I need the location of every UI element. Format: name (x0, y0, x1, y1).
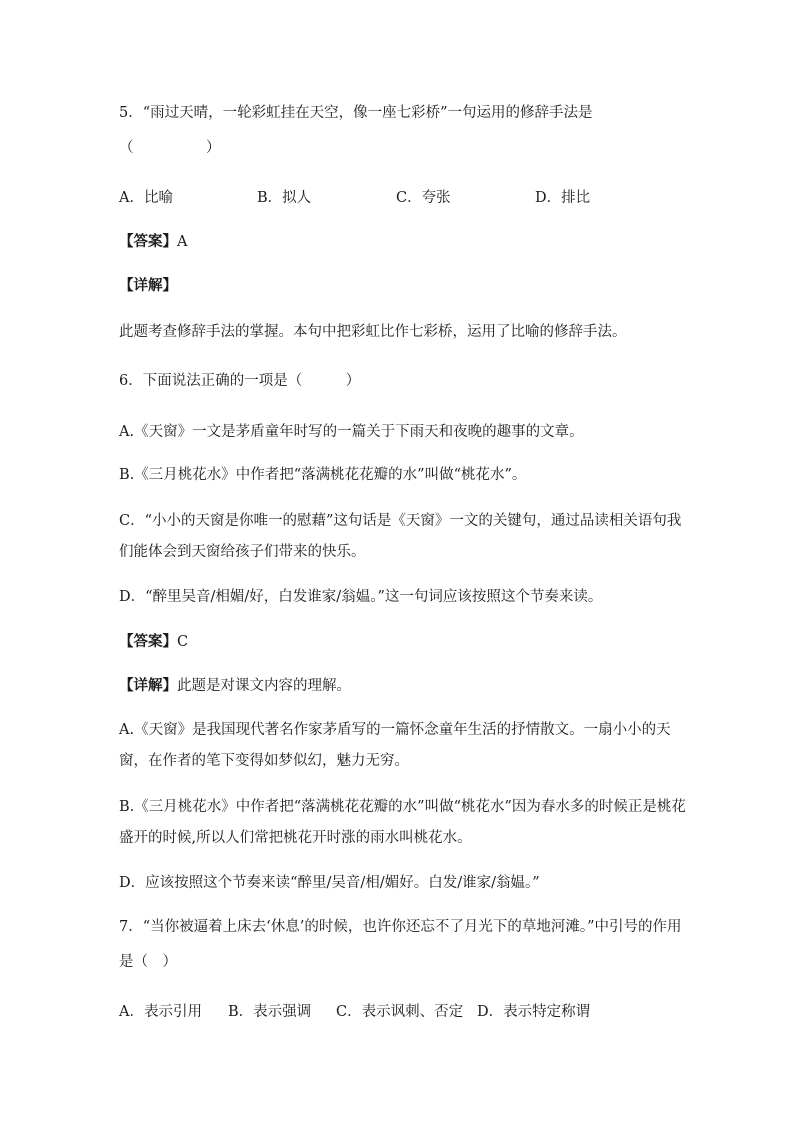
q6-answer (119, 632, 188, 652)
q7-stem: 7．“当你被逼着上床去‘休息’的时候，也许你还忘不了月光下的草地河滩。”中引号的作用 (119, 919, 682, 935)
q6-detail-a: A.《天窗》是我国现代著名作家茅盾写的一篇怀念童年生活的抒情散文。一扇小小的天 (119, 722, 671, 738)
q7-stem-cont: 是（ ） (119, 954, 177, 970)
q6-detail-a-cont: 窗，在作者的笔下变得如梦似幻，魅力无穷。 (119, 753, 409, 769)
q5-option-b: B．拟人 (257, 190, 312, 206)
q7-option-c: C．表示讽刺、否定 (336, 1004, 464, 1020)
q6-answer-value: C (177, 634, 189, 650)
q6-detail-label: 【详解】 (119, 677, 177, 694)
q7-option-b: B．表示强调 (228, 1004, 312, 1020)
q5-stem: 5．“雨过天晴，一轮彩虹挂在天空，像一座七彩桥”一句运用的修辞手法是 (119, 105, 593, 121)
q5-detail: 此题考查修辞手法的掌握。本句中把彩虹比作七彩桥，运用了比喻的修辞手法。 (119, 324, 627, 340)
q6-detail-b-cont: 盛开的时候,所以人们常把桃花开时涨的雨水叫桃花水。 (119, 830, 472, 846)
q5-answer-value: A (177, 234, 188, 250)
q5-answer-label: 【答案】 (119, 233, 177, 250)
q5-answer (119, 232, 187, 252)
q6-detail (119, 676, 351, 696)
q5-option-d: D．排比 (535, 190, 591, 206)
q6-stem: 6．下面说法正确的一项是（ ） (119, 373, 361, 389)
q6-detail-b: B.《三月桃花水》中作者把“落满桃花花瓣的水”叫做“桃花水”因为春水多的时候正是桃花 (119, 799, 686, 815)
q6-detail-d: D．应该按照这个节奏来读“醉里/吴音/相/媚好。白发/谁家/翁媪。” (119, 875, 540, 891)
q6-option-b: B.《三月桃花水》中作者把“落满桃花花瓣的水”叫做“桃花水”。 (119, 467, 527, 483)
q6-option-a: A.《天窗》一文是茅盾童年时写的一篇关于下雨天和夜晚的趣事的文章。 (119, 424, 584, 440)
q6-answer-label: 【答案】 (119, 633, 177, 650)
q6-option-d: D．“醉里吴音/相媚/好，白发谁家/翁媪。”这一句词应该按照这个节奏来读。 (119, 589, 603, 605)
q5-option-a: A．比喻 (119, 190, 173, 206)
q6-detail-intro: 此题是对课文内容的理解。 (177, 678, 351, 694)
q5-blank: （ ） (119, 140, 221, 156)
q7-option-d: D．表示特定称谓 (477, 1004, 591, 1020)
q6-option-c: C．“小小的天窗是你唯一的慰藉”这句话是《天窗》一文的关键句，通过品读相关语句我 (119, 513, 682, 529)
q7-option-a: A．表示引用 (119, 1004, 202, 1020)
q5-option-c: C．夸张 (396, 190, 451, 206)
q6-option-c-cont: 们能体会到天窗给孩子们带来的快乐。 (119, 544, 366, 560)
q5-detail-label: 【详解】 (119, 277, 177, 294)
